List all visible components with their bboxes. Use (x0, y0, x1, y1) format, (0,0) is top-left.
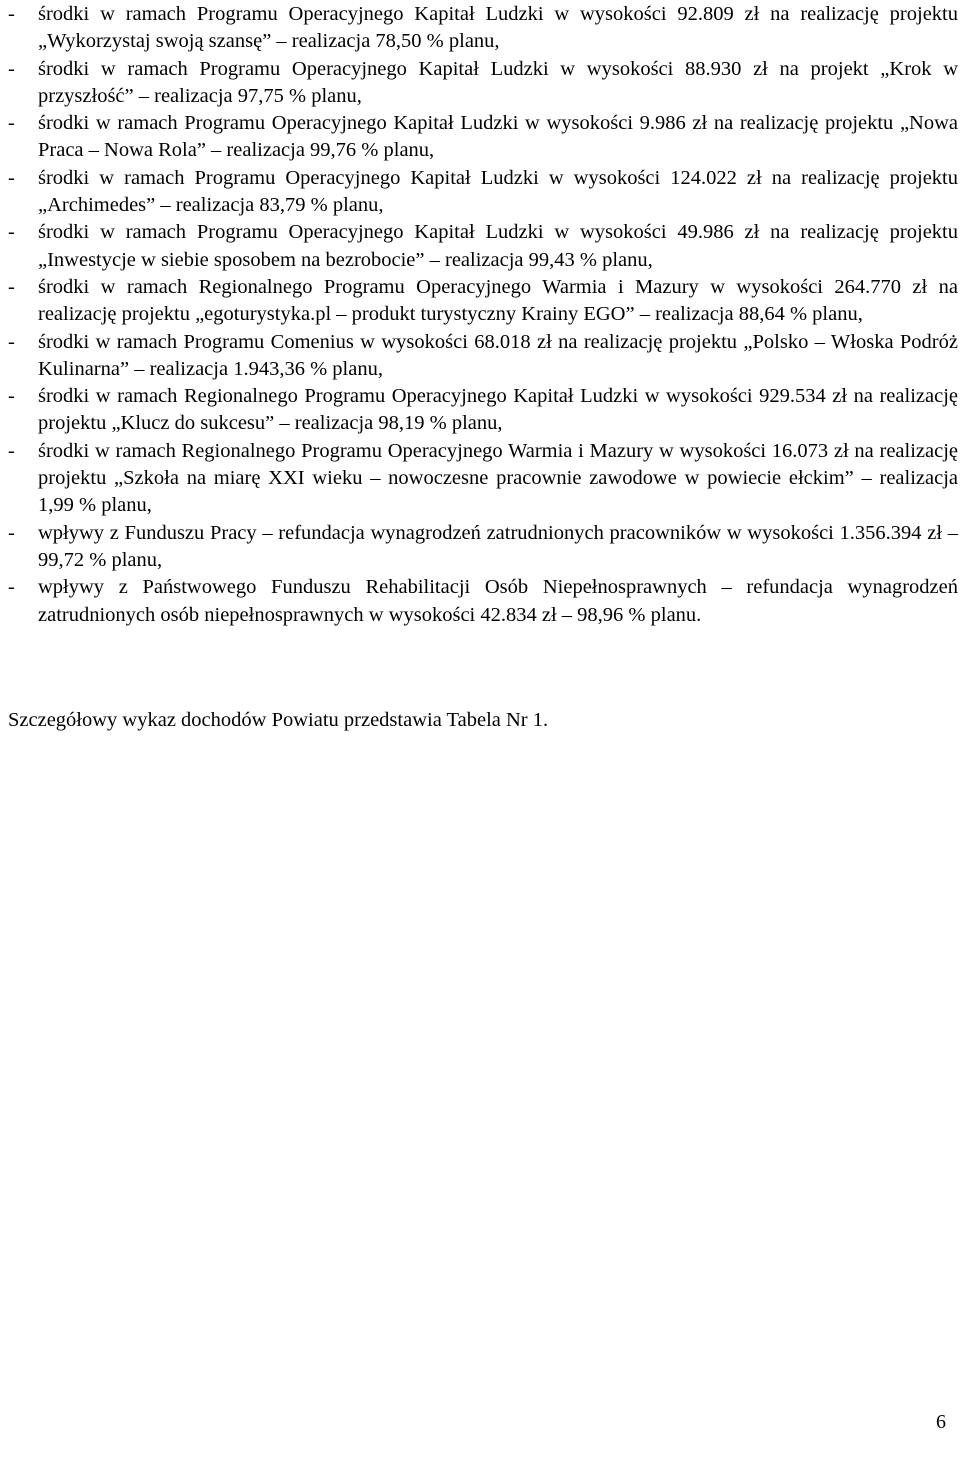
summary-sentence: Szczegółowy wykaz dochodów Powiatu przedstawia Tabela Nr 1. (8, 709, 549, 731)
list-dash: - (8, 112, 15, 135)
list-dash: - (8, 221, 15, 244)
list-item-text: środki w ramach Regionalnego Programu Operacyjnego Warmia i Mazury w wysokości 16.073 zł na realizację projektu „Szkoła na miarę XXI wieku – nowoczesne pracownie zawodowe w powiecie ełckim” – realizacja 1,99 % planu, (38, 439, 958, 517)
list-item-text: środki w ramach Regionalnego Programu Operacyjnego Kapitał Ludzki w wysokości 929.534 zł na realizację projektu „Klucz do sukcesu” – realizacja 98,19 % planu, (38, 385, 958, 435)
list-dash: - (8, 385, 15, 408)
list-item-text: środki w ramach Programu Operacyjnego Kapitał Ludzki w wysokości 124.022 zł na realizację projektu „Archimedes” – realizacja 83,79 % planu, (38, 166, 958, 217)
list-item-text: wpływy z Funduszu Pracy – refundacja wynagrodzeń zatrudnionych pracowników w wysokości 1.356.394 zł – 99,72 % planu, (38, 521, 958, 571)
income-list (8, 1, 958, 629)
list-item (8, 438, 958, 520)
list-item (8, 219, 958, 274)
list-item (8, 110, 958, 165)
list-item (8, 165, 958, 220)
list-dash: - (8, 3, 15, 25)
list-item (8, 574, 958, 629)
list-dash: - (8, 57, 15, 80)
list-item (8, 520, 958, 575)
list-dash: - (8, 439, 15, 462)
list-item-text: środki w ramach Programu Operacyjnego Kapitał Ludzki w wysokości 92.809 zł na realizację projektu „Wykorzystaj swoją szansę” – realizacja 78,50 % planu, (38, 3, 958, 53)
list-dash: - (8, 275, 15, 298)
list-item (8, 274, 958, 329)
list-dash: - (8, 576, 15, 599)
list-item (8, 329, 958, 384)
list-dash: - (8, 521, 15, 544)
list-dash: - (8, 166, 15, 189)
list-item-text: środki w ramach Programu Operacyjnego Kapitał Ludzki w wysokości 88.930 zł na projekt „Krok w przyszłość” – realizacja 97,75 % planu, (38, 57, 958, 107)
list-item-text: środki w ramach Programu Comenius w wysokości 68.018 zł na realizację projektu „Polsko – Włoska Podróż Kulinarna” – realizacja 1.943,36 % planu, (38, 330, 958, 380)
list-dash: - (8, 330, 15, 353)
list-item-text: środki w ramach Regionalnego Programu Operacyjnego Warmia i Mazury w wysokości 264.770 zł na realizację projektu „egoturystyka.pl – produkt turystyczny Krainy EGO” – realizacja 88,64 % planu, (38, 275, 958, 326)
list-item-text: środki w ramach Programu Operacyjnego Kapitał Ludzki w wysokości 9.986 zł na realizację projektu „Nowa Praca – Nowa Rola” – realizacja 99,76 % planu, (38, 112, 958, 162)
list-item-text: środki w ramach Programu Operacyjnego Kapitał Ludzki w wysokości 49.986 zł na realizację projektu „Inwestycje w siebie sposobem na bezrobocie” – realizacja 99,43 % planu, (38, 221, 958, 271)
list-item-text: wpływy z Państwowego Funduszu Rehabilitacji Osób Niepełnosprawnych – refundacja wynagrodzeń zatrudnionych osób niepełnosprawnych w wysokości 42.834 zł – 98,96 % planu. (38, 576, 958, 626)
list-item (8, 383, 958, 438)
list-item (8, 1, 958, 56)
page-number: 6 (936, 1411, 946, 1433)
list-item (8, 56, 958, 111)
